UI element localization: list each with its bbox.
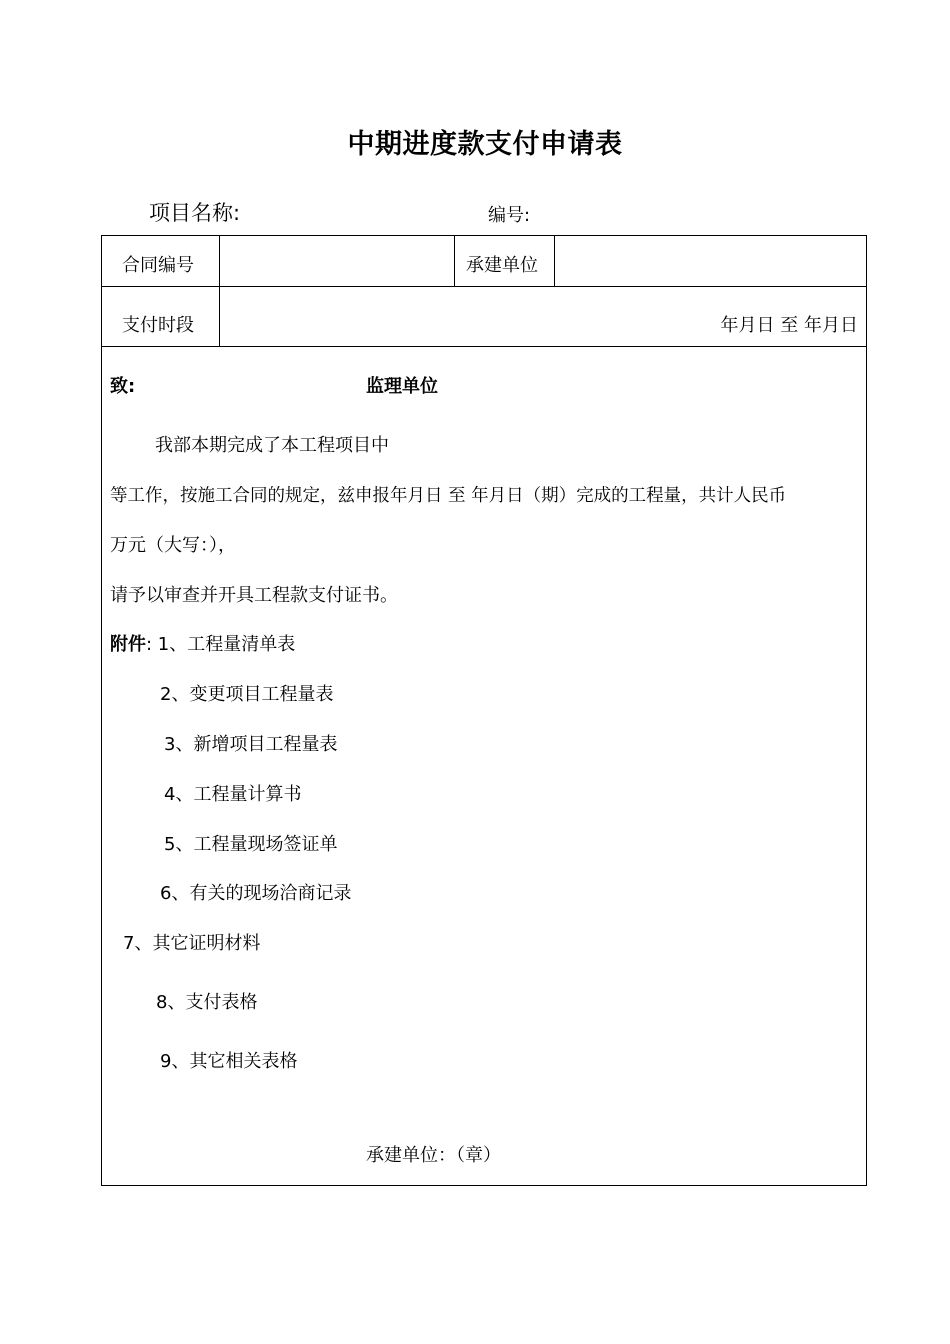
col-divider bbox=[454, 236, 455, 286]
paragraph-line: 等工作，按施工合同的规定，兹申报年月日 至 年月日（期）完成的工程量，共计人民币 bbox=[110, 486, 787, 506]
attachment-item: 4、工程量计算书 bbox=[164, 784, 302, 805]
row-divider bbox=[102, 286, 866, 287]
contract-no-label: 合同编号 bbox=[122, 255, 194, 276]
row-divider bbox=[102, 346, 866, 347]
code-label: 编号: bbox=[488, 205, 531, 226]
page-title: 中期进度款支付申请表 bbox=[347, 129, 623, 160]
attachment-label: 附件 bbox=[110, 634, 146, 655]
attachment-first-line bbox=[110, 630, 295, 656]
contractor-label: 承建单位 bbox=[466, 255, 538, 276]
period-value: 年月日 至 年月日 bbox=[720, 315, 858, 336]
attachment-item: 2、变更项目工程量表 bbox=[160, 684, 334, 705]
paragraph-line: 万元（大写：）， bbox=[110, 535, 236, 556]
col-divider bbox=[554, 236, 555, 286]
supervisor-unit: 监理单位 bbox=[366, 376, 438, 397]
to-label: 致: bbox=[110, 376, 136, 397]
attachment-item: 7、其它证明材料 bbox=[123, 933, 261, 954]
col-divider bbox=[219, 236, 220, 346]
paragraph-line: 请予以审查并开具工程款支付证书。 bbox=[110, 585, 398, 606]
application-form bbox=[101, 235, 867, 1186]
signature-line: 承建单位：（章） bbox=[366, 1145, 501, 1166]
project-name-label: 项目名称: bbox=[149, 201, 241, 225]
attachment-item: 3、新增项目工程量表 bbox=[164, 734, 338, 755]
attachment-item: 5、工程量现场签证单 bbox=[164, 834, 338, 855]
attachment-item: : 1、工程量清单表 bbox=[146, 634, 296, 655]
period-label: 支付时段 bbox=[122, 315, 194, 336]
attachment-item: 9、其它相关表格 bbox=[160, 1051, 298, 1072]
attachment-item: 6、有关的现场洽商记录 bbox=[160, 883, 352, 904]
paragraph-line: 我部本期完成了本工程项目中 bbox=[155, 435, 389, 456]
attachment-item: 8、支付表格 bbox=[156, 992, 258, 1013]
